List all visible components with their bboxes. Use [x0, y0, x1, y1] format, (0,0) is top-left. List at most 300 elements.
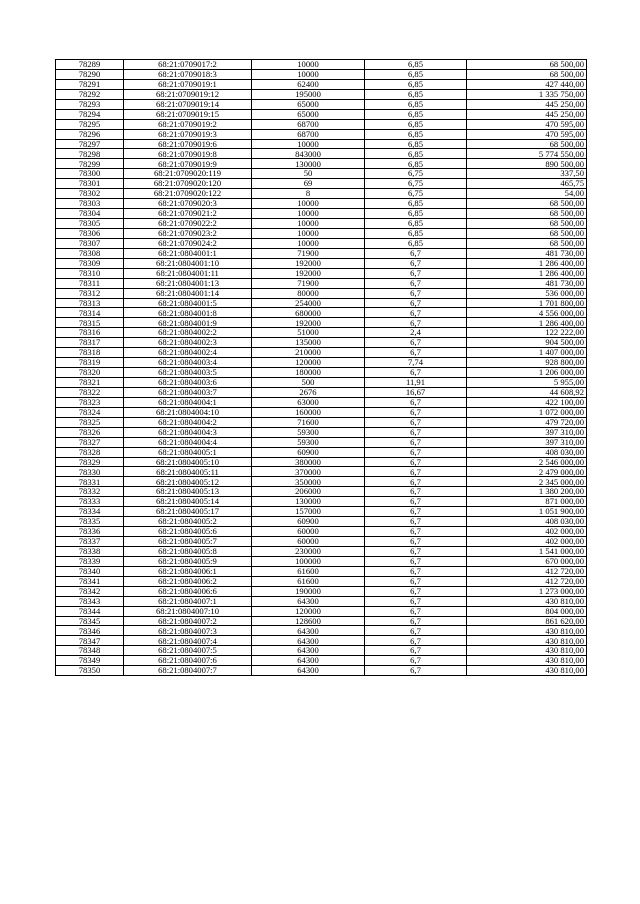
value-cell: 120000 — [252, 358, 365, 368]
value-cell: 8 — [252, 189, 365, 199]
table-row — [56, 397, 587, 407]
rate-cell: 6,85 — [365, 129, 467, 139]
amount-cell: 1 206 000,00 — [467, 368, 587, 378]
value-cell: 61600 — [252, 576, 365, 586]
value-cell: 192000 — [252, 318, 365, 328]
value-cell: 61600 — [252, 566, 365, 576]
row-number-cell: 78320 — [56, 368, 124, 378]
row-number-cell: 78313 — [56, 298, 124, 308]
table-row — [56, 238, 587, 248]
row-number-cell: 78307 — [56, 238, 124, 248]
rate-cell: 16,67 — [365, 387, 467, 397]
value-cell: 64300 — [252, 646, 365, 656]
value-cell: 100000 — [252, 556, 365, 566]
row-number-cell: 78318 — [56, 348, 124, 358]
value-cell: 843000 — [252, 149, 365, 159]
cadastral-number-cell: 68:21:0804003:7 — [124, 387, 252, 397]
amount-cell: 2 546 000,00 — [467, 457, 587, 467]
rate-cell: 6,85 — [365, 109, 467, 119]
row-number-cell: 78345 — [56, 616, 124, 626]
cadastral-number-cell: 68:21:0804006:2 — [124, 576, 252, 586]
amount-cell: 68 500,00 — [467, 238, 587, 248]
value-cell: 64300 — [252, 626, 365, 636]
row-number-cell: 78340 — [56, 566, 124, 576]
table-row — [56, 417, 587, 427]
amount-cell: 1 407 000,00 — [467, 348, 587, 358]
rate-cell: 6,7 — [365, 427, 467, 437]
value-cell: 180000 — [252, 368, 365, 378]
value-cell: 10000 — [252, 228, 365, 238]
value-cell: 130000 — [252, 497, 365, 507]
row-number-cell: 78346 — [56, 626, 124, 636]
cadastral-number-cell: 68:21:0804002:4 — [124, 348, 252, 358]
rate-cell: 6,85 — [365, 89, 467, 99]
row-number-cell: 78333 — [56, 497, 124, 507]
cadastral-number-cell: 68:21:0709017:2 — [124, 60, 252, 70]
amount-cell: 470 595,00 — [467, 119, 587, 129]
table-body — [56, 60, 587, 676]
table-row — [56, 556, 587, 566]
row-number-cell: 78349 — [56, 656, 124, 666]
table-row — [56, 298, 587, 308]
cadastral-number-cell: 68:21:0804007:5 — [124, 646, 252, 656]
table-row — [56, 248, 587, 258]
table-row — [56, 258, 587, 268]
rate-cell: 6,7 — [365, 248, 467, 258]
amount-cell: 2 345 000,00 — [467, 477, 587, 487]
table-row — [56, 457, 587, 467]
cadastral-number-cell: 68:21:0804003:6 — [124, 378, 252, 388]
value-cell: 10000 — [252, 238, 365, 248]
row-number-cell: 78301 — [56, 179, 124, 189]
table-row — [56, 129, 587, 139]
rate-cell: 6,85 — [365, 159, 467, 169]
rate-cell: 6,7 — [365, 626, 467, 636]
amount-cell: 430 810,00 — [467, 656, 587, 666]
amount-cell: 412 720,00 — [467, 576, 587, 586]
amount-cell: 1 335 750,00 — [467, 89, 587, 99]
rate-cell: 6,7 — [365, 556, 467, 566]
row-number-cell: 78317 — [56, 338, 124, 348]
value-cell: 10000 — [252, 219, 365, 229]
rate-cell: 6,75 — [365, 189, 467, 199]
cadastral-number-cell: 68:21:0804005:17 — [124, 507, 252, 517]
table-row — [56, 159, 587, 169]
cadastral-number-cell: 68:21:0804007:4 — [124, 636, 252, 646]
cadastral-number-cell: 68:21:0709024:2 — [124, 238, 252, 248]
rate-cell: 6,7 — [365, 467, 467, 477]
amount-cell: 1 273 000,00 — [467, 586, 587, 596]
row-number-cell: 78323 — [56, 397, 124, 407]
table-row — [56, 656, 587, 666]
cadastral-number-cell: 68:21:0804005:14 — [124, 497, 252, 507]
amount-cell: 1 380 200,00 — [467, 487, 587, 497]
value-cell: 135000 — [252, 338, 365, 348]
amount-cell: 1 286 400,00 — [467, 268, 587, 278]
value-cell: 230000 — [252, 546, 365, 556]
rate-cell: 6,7 — [365, 437, 467, 447]
rate-cell: 6,85 — [365, 209, 467, 219]
cadastral-number-cell: 68:21:0709018:3 — [124, 69, 252, 79]
amount-cell: 68 500,00 — [467, 69, 587, 79]
cadastral-number-cell: 68:21:0804005:13 — [124, 487, 252, 497]
table-row — [56, 179, 587, 189]
cadastral-number-cell: 68:21:0804006:1 — [124, 566, 252, 576]
rate-cell: 6,7 — [365, 477, 467, 487]
value-cell: 157000 — [252, 507, 365, 517]
amount-cell: 430 810,00 — [467, 646, 587, 656]
rate-cell: 6,7 — [365, 537, 467, 547]
table-row — [56, 467, 587, 477]
table-row — [56, 228, 587, 238]
row-number-cell: 78298 — [56, 149, 124, 159]
value-cell: 68700 — [252, 119, 365, 129]
cadastral-number-cell: 68:21:0804001:13 — [124, 278, 252, 288]
table-row — [56, 69, 587, 79]
cadastral-number-cell: 68:21:0709019:8 — [124, 149, 252, 159]
table-row — [56, 636, 587, 646]
table-row — [56, 626, 587, 636]
amount-cell: 445 250,00 — [467, 99, 587, 109]
cadastral-number-cell: 68:21:0804004:4 — [124, 437, 252, 447]
amount-cell: 68 500,00 — [467, 139, 587, 149]
value-cell: 63000 — [252, 397, 365, 407]
rate-cell: 6,7 — [365, 497, 467, 507]
rate-cell: 6,85 — [365, 219, 467, 229]
cadastral-number-cell: 68:21:0804005:1 — [124, 447, 252, 457]
row-number-cell: 78334 — [56, 507, 124, 517]
row-number-cell: 78297 — [56, 139, 124, 149]
row-number-cell: 78295 — [56, 119, 124, 129]
cadastral-number-cell: 68:21:0804001:10 — [124, 258, 252, 268]
value-cell: 64300 — [252, 666, 365, 676]
rate-cell: 6,7 — [365, 407, 467, 417]
table-row — [56, 60, 587, 70]
rate-cell: 6,7 — [365, 268, 467, 278]
rate-cell: 6,7 — [365, 308, 467, 318]
value-cell: 65000 — [252, 99, 365, 109]
amount-cell: 1 286 400,00 — [467, 258, 587, 268]
rate-cell: 6,7 — [365, 646, 467, 656]
row-number-cell: 78310 — [56, 268, 124, 278]
row-number-cell: 78322 — [56, 387, 124, 397]
rate-cell: 11,91 — [365, 378, 467, 388]
amount-cell: 904 500,00 — [467, 338, 587, 348]
cadastral-number-cell: 68:21:0709019:2 — [124, 119, 252, 129]
amount-cell: 861 620,00 — [467, 616, 587, 626]
value-cell: 192000 — [252, 258, 365, 268]
row-number-cell: 78306 — [56, 228, 124, 238]
amount-cell: 2 479 000,00 — [467, 467, 587, 477]
row-number-cell: 78330 — [56, 467, 124, 477]
value-cell: 128600 — [252, 616, 365, 626]
amount-cell: 1 051 900,00 — [467, 507, 587, 517]
cadastral-number-cell: 68:21:0709023:2 — [124, 228, 252, 238]
row-number-cell: 78289 — [56, 60, 124, 70]
row-number-cell: 78315 — [56, 318, 124, 328]
amount-cell: 68 500,00 — [467, 60, 587, 70]
row-number-cell: 78328 — [56, 447, 124, 457]
cadastral-number-cell: 68:21:0709019:1 — [124, 79, 252, 89]
rate-cell: 7,74 — [365, 358, 467, 368]
value-cell: 210000 — [252, 348, 365, 358]
amount-cell: 1 541 000,00 — [467, 546, 587, 556]
value-cell: 10000 — [252, 60, 365, 70]
row-number-cell: 78314 — [56, 308, 124, 318]
rate-cell: 6,7 — [365, 258, 467, 268]
table-row — [56, 666, 587, 676]
rate-cell: 6,7 — [365, 546, 467, 556]
table-row — [56, 199, 587, 209]
row-number-cell: 78335 — [56, 517, 124, 527]
rate-cell: 6,7 — [365, 397, 467, 407]
cadastral-number-cell: 68:21:0804007:10 — [124, 606, 252, 616]
rate-cell: 6,7 — [365, 517, 467, 527]
cadastral-number-cell: 68:21:0709019:15 — [124, 109, 252, 119]
amount-cell: 412 720,00 — [467, 566, 587, 576]
value-cell: 62400 — [252, 79, 365, 89]
row-number-cell: 78341 — [56, 576, 124, 586]
cadastral-number-cell: 68:21:0804002:2 — [124, 328, 252, 338]
value-cell: 380000 — [252, 457, 365, 467]
cadastral-number-cell: 68:21:0709019:12 — [124, 89, 252, 99]
value-cell: 500 — [252, 378, 365, 388]
table-row — [56, 646, 587, 656]
value-cell: 60900 — [252, 447, 365, 457]
row-number-cell: 78337 — [56, 537, 124, 547]
value-cell: 64300 — [252, 636, 365, 646]
cadastral-number-cell: 68:21:0804007:1 — [124, 596, 252, 606]
table-row — [56, 328, 587, 338]
amount-cell: 68 500,00 — [467, 228, 587, 238]
value-cell: 80000 — [252, 288, 365, 298]
table-row — [56, 109, 587, 119]
cadastral-number-cell: 68:21:0804005:2 — [124, 517, 252, 527]
row-number-cell: 78347 — [56, 636, 124, 646]
rate-cell: 6,7 — [365, 527, 467, 537]
rate-cell: 6,85 — [365, 99, 467, 109]
value-cell: 60900 — [252, 517, 365, 527]
table-row — [56, 169, 587, 179]
rate-cell: 2,4 — [365, 328, 467, 338]
table-row — [56, 447, 587, 457]
table-row — [56, 358, 587, 368]
row-number-cell: 78331 — [56, 477, 124, 487]
row-number-cell: 78324 — [56, 407, 124, 417]
cadastral-number-cell: 68:21:0804007:2 — [124, 616, 252, 626]
amount-cell: 68 500,00 — [467, 219, 587, 229]
rate-cell: 6,7 — [365, 656, 467, 666]
row-number-cell: 78302 — [56, 189, 124, 199]
amount-cell: 536 000,00 — [467, 288, 587, 298]
table-row — [56, 139, 587, 149]
cadastral-number-cell: 68:21:0804006:6 — [124, 586, 252, 596]
cadastral-number-cell: 68:21:0709022:2 — [124, 219, 252, 229]
rate-cell: 6,7 — [365, 606, 467, 616]
value-cell: 120000 — [252, 606, 365, 616]
cadastral-number-cell: 68:21:0804003:4 — [124, 358, 252, 368]
amount-cell: 122 222,00 — [467, 328, 587, 338]
value-cell: 59300 — [252, 427, 365, 437]
table-row — [56, 89, 587, 99]
cadastral-number-cell: 68:21:0804005:12 — [124, 477, 252, 487]
rate-cell: 6,85 — [365, 60, 467, 70]
row-number-cell: 78308 — [56, 248, 124, 258]
rate-cell: 6,7 — [365, 636, 467, 646]
amount-cell: 402 000,00 — [467, 537, 587, 547]
amount-cell: 481 730,00 — [467, 248, 587, 258]
cadastral-number-cell: 68:21:0804001:8 — [124, 308, 252, 318]
row-number-cell: 78303 — [56, 199, 124, 209]
value-cell: 2676 — [252, 387, 365, 397]
amount-cell: 430 810,00 — [467, 666, 587, 676]
amount-cell: 5 774 550,00 — [467, 149, 587, 159]
table-row — [56, 318, 587, 328]
row-number-cell: 78299 — [56, 159, 124, 169]
value-cell: 64300 — [252, 656, 365, 666]
rate-cell: 6,85 — [365, 79, 467, 89]
cadastral-number-cell: 68:21:0709019:14 — [124, 99, 252, 109]
row-number-cell: 78305 — [56, 219, 124, 229]
amount-cell: 427 440,00 — [467, 79, 587, 89]
rate-cell: 6,85 — [365, 139, 467, 149]
rate-cell: 6,85 — [365, 228, 467, 238]
row-number-cell: 78332 — [56, 487, 124, 497]
row-number-cell: 78296 — [56, 129, 124, 139]
table-row — [56, 427, 587, 437]
table-row — [56, 407, 587, 417]
table-row — [56, 348, 587, 358]
rate-cell: 6,85 — [365, 238, 467, 248]
rate-cell: 6,7 — [365, 507, 467, 517]
table-row — [56, 487, 587, 497]
value-cell: 50 — [252, 169, 365, 179]
table-row — [56, 99, 587, 109]
amount-cell: 337,50 — [467, 169, 587, 179]
amount-cell: 397 310,00 — [467, 427, 587, 437]
row-number-cell: 78326 — [56, 427, 124, 437]
rate-cell: 6,85 — [365, 119, 467, 129]
rate-cell: 6,7 — [365, 566, 467, 576]
table-row — [56, 566, 587, 576]
row-number-cell: 78300 — [56, 169, 124, 179]
value-cell: 206000 — [252, 487, 365, 497]
cadastral-number-cell: 68:21:0804001:1 — [124, 248, 252, 258]
cadastral-number-cell: 68:21:0804001:9 — [124, 318, 252, 328]
rate-cell: 6,75 — [365, 169, 467, 179]
cadastral-number-cell: 68:21:0804002:3 — [124, 338, 252, 348]
table-row — [56, 119, 587, 129]
cadastral-number-cell: 68:21:0709020:119 — [124, 169, 252, 179]
value-cell: 68700 — [252, 129, 365, 139]
rate-cell: 6,7 — [365, 288, 467, 298]
cadastral-number-cell: 68:21:0804005:6 — [124, 527, 252, 537]
cadastral-number-cell: 68:21:0804001:14 — [124, 288, 252, 298]
amount-cell: 430 810,00 — [467, 636, 587, 646]
value-cell: 130000 — [252, 159, 365, 169]
amount-cell: 422 100,00 — [467, 397, 587, 407]
value-cell: 69 — [252, 179, 365, 189]
amount-cell: 54,00 — [467, 189, 587, 199]
cadastral-number-cell: 68:21:0709021:2 — [124, 209, 252, 219]
table-row — [56, 537, 587, 547]
table-row — [56, 507, 587, 517]
table-row — [56, 576, 587, 586]
row-number-cell: 78327 — [56, 437, 124, 447]
value-cell: 10000 — [252, 69, 365, 79]
amount-cell: 5 955,00 — [467, 378, 587, 388]
row-number-cell: 78312 — [56, 288, 124, 298]
row-number-cell: 78292 — [56, 89, 124, 99]
row-number-cell: 78338 — [56, 546, 124, 556]
cadastral-number-cell: 68:21:0709019:3 — [124, 129, 252, 139]
value-cell: 10000 — [252, 199, 365, 209]
row-number-cell: 78294 — [56, 109, 124, 119]
row-number-cell: 78348 — [56, 646, 124, 656]
value-cell: 71900 — [252, 248, 365, 258]
rate-cell: 6,7 — [365, 368, 467, 378]
row-number-cell: 78344 — [56, 606, 124, 616]
value-cell: 51000 — [252, 328, 365, 338]
row-number-cell: 78329 — [56, 457, 124, 467]
amount-cell: 465,75 — [467, 179, 587, 189]
value-cell: 10000 — [252, 139, 365, 149]
amount-cell: 890 500,00 — [467, 159, 587, 169]
cadastral-number-cell: 68:21:0709019:9 — [124, 159, 252, 169]
cadastral-number-cell: 68:21:0804003:5 — [124, 368, 252, 378]
row-number-cell: 78293 — [56, 99, 124, 109]
table-row — [56, 387, 587, 397]
cadastral-number-cell: 68:21:0709020:122 — [124, 189, 252, 199]
value-cell: 160000 — [252, 407, 365, 417]
cadastral-number-cell: 68:21:0804004:1 — [124, 397, 252, 407]
amount-cell: 470 595,00 — [467, 129, 587, 139]
rate-cell: 6,7 — [365, 417, 467, 427]
row-number-cell: 78316 — [56, 328, 124, 338]
row-number-cell: 78309 — [56, 258, 124, 268]
amount-cell: 4 556 000,00 — [467, 308, 587, 318]
cadastral-number-cell: 68:21:0804007:6 — [124, 656, 252, 666]
row-number-cell: 78325 — [56, 417, 124, 427]
amount-cell: 402 000,00 — [467, 527, 587, 537]
row-number-cell: 78339 — [56, 556, 124, 566]
value-cell: 192000 — [252, 268, 365, 278]
table-row — [56, 288, 587, 298]
rate-cell: 6,7 — [365, 596, 467, 606]
table-row — [56, 368, 587, 378]
data-table — [55, 59, 587, 676]
cadastral-number-cell: 68:21:0804004:10 — [124, 407, 252, 417]
table-row — [56, 497, 587, 507]
amount-cell: 1 286 400,00 — [467, 318, 587, 328]
amount-cell: 481 730,00 — [467, 278, 587, 288]
table-row — [56, 79, 587, 89]
rate-cell: 6,85 — [365, 149, 467, 159]
rate-cell: 6,7 — [365, 616, 467, 626]
rate-cell: 6,7 — [365, 666, 467, 676]
rate-cell: 6,7 — [365, 298, 467, 308]
amount-cell: 430 810,00 — [467, 596, 587, 606]
row-number-cell: 78343 — [56, 596, 124, 606]
cadastral-number-cell: 68:21:0804005:9 — [124, 556, 252, 566]
row-number-cell: 78291 — [56, 79, 124, 89]
rate-cell: 6,7 — [365, 576, 467, 586]
table-row — [56, 219, 587, 229]
amount-cell: 397 310,00 — [467, 437, 587, 447]
value-cell: 254000 — [252, 298, 365, 308]
row-number-cell: 78304 — [56, 209, 124, 219]
table-row — [56, 546, 587, 556]
